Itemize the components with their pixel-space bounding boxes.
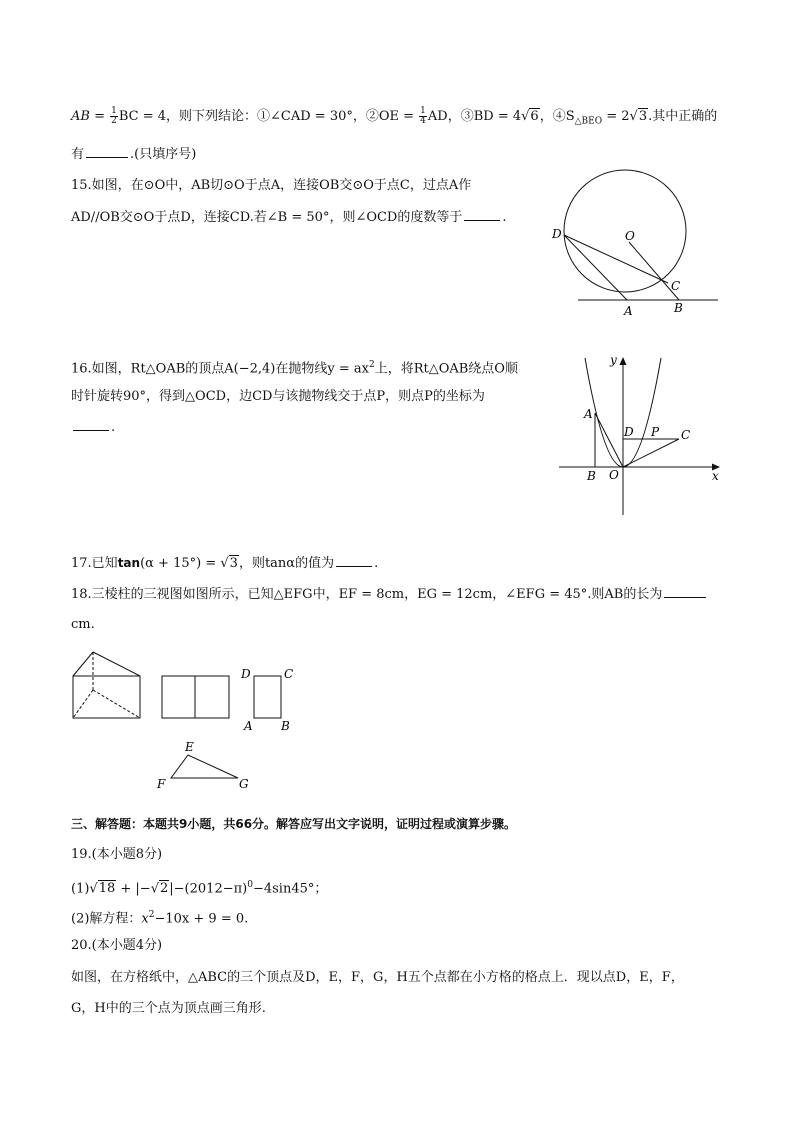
frac-num: 1	[111, 106, 117, 116]
q14-text-e: = 2	[602, 109, 630, 124]
figure-16-parabola	[555, 350, 730, 518]
q17-period: .	[374, 556, 379, 571]
q17-tan: tan	[117, 556, 141, 570]
label-b: B	[281, 719, 290, 733]
q14-line2-b: .(只填序号)	[130, 147, 197, 162]
section-3-heading: 三、解答题：本题共9小题，共66分。解答应写出文字说明，证明过程或演算步骤。	[71, 817, 517, 831]
answer-blank-14[interactable]	[86, 145, 128, 158]
q19-part1: $(1)√18 + |-√2|-(2012-\pi)^0-4\sin 45^\circ$；	[71, 880, 328, 897]
label-p: P	[651, 425, 660, 439]
figure-18-three-views	[68, 648, 308, 796]
q19-p2-x: x	[141, 911, 149, 927]
q19-p1-d: −4sin45°；	[252, 881, 328, 897]
q19-title: 19.(本小题8分)	[71, 847, 163, 862]
label-c: C	[681, 428, 691, 442]
q19-p1-c: |−(2012−π)	[169, 881, 248, 897]
q20-line1: 如图，在方格纸中，△ABC的三个顶点及D，E，F，G，H五个点都在小方格的格点上．现以点D，E，F，	[71, 970, 684, 985]
q19-p1-label: (1)	[71, 881, 90, 897]
front-view-top-left	[73, 652, 93, 676]
q16-line3	[71, 418, 115, 437]
q15-period: .	[502, 210, 507, 225]
label-a: A	[584, 407, 593, 421]
y-axis-arrow	[620, 357, 627, 365]
frac-den: 4	[420, 116, 426, 126]
q14-text-a: AB =	[71, 109, 110, 124]
q14-line1: AB = $\frac{1}{2}$ BC = 4，则下列结论：①∠CAD = 30°，②OE = $\frac{1}{4}$ AD，③BD = 4√6，$④S_{\triangle BEO} = 2√3$.其中正确的	[71, 106, 718, 127]
q15-line2	[71, 208, 507, 227]
answer-blank-18[interactable]	[664, 585, 706, 598]
figure-15-circle	[548, 168, 728, 320]
q16-line2: 时针旋转90°，得到△OCD，边CD与该抛物线交于点P，则点P的坐标为	[71, 389, 485, 404]
front-view-hidden-right	[93, 690, 140, 718]
q16-period: .	[111, 420, 116, 435]
segment-da	[564, 235, 627, 300]
superscript-2: 2	[148, 910, 155, 920]
label-y: y	[610, 353, 617, 367]
fraction-quarter	[419, 107, 427, 126]
label-d: D	[552, 227, 562, 241]
label-b: B	[674, 301, 683, 315]
sqrt-3: 3	[229, 556, 238, 571]
q14-line2	[71, 145, 196, 164]
label-c: C	[284, 667, 294, 681]
superscript-2: 2	[368, 360, 375, 370]
q16-text-a: 16.如图，Rt△OAB的顶点A(−2,4)在抛物线y = ax	[71, 361, 369, 377]
answer-blank-16[interactable]	[73, 418, 109, 431]
subscript-beo: △BEO	[574, 116, 603, 127]
q20-title: 20.(本小题4分)	[71, 938, 163, 953]
q15-line2-text: AD//OB交⊙O于点D，连接CD.若∠B = 50°，则∠OCD的度数等于	[71, 210, 463, 225]
q18-text: 18.三棱柱的三视图如图所示，已知△EFG中，EF = 8cm，EG = 12cm，∠EFG = 45°.则AB的长为	[71, 587, 663, 602]
label-x: x	[712, 469, 719, 483]
q17-text-b: (α + 15°) =	[140, 556, 221, 571]
q17-line: 17.已知tan(α + 15°) = √3，则tanα的值为 .	[71, 556, 379, 571]
q19-part2	[71, 906, 248, 928]
label-e: E	[185, 740, 194, 754]
q14-text-f: .其中正确的	[648, 109, 718, 124]
segment-dc	[564, 235, 668, 283]
frac-num: 1	[420, 106, 426, 116]
label-f: F	[157, 777, 166, 791]
top-view-rect-abcd	[254, 676, 281, 718]
label-a: A	[244, 719, 253, 733]
fraction-half	[110, 107, 118, 126]
q19-p2-label: (2)解方程：	[71, 911, 142, 927]
q15-line1: 15.如图，在⊙O中，AB切⊙O于点A，连接OB交⊙O于点C，过点A作	[71, 178, 472, 193]
frac-den: 2	[111, 116, 117, 126]
label-d: D	[241, 667, 251, 681]
q17-text-a: 17.已知	[71, 556, 118, 571]
label-a: A	[624, 304, 633, 318]
q17-text-c: ，则tanα的值为	[238, 556, 335, 571]
q20-line2: G，H中的三个点为顶点画三角形.	[71, 1001, 266, 1016]
q19-p1-b: + |−	[116, 881, 151, 897]
superscript-0: 0	[247, 880, 253, 890]
label-g: G	[239, 777, 249, 791]
sqrt-3: 3	[638, 109, 648, 124]
label-o: O	[625, 229, 635, 243]
triangle-efg	[171, 755, 238, 778]
label-c: C	[671, 279, 681, 293]
front-view-top-right	[93, 652, 140, 676]
sqrt-6: 6	[530, 109, 539, 124]
q16-text-b: 上，将Rt△OAB绕点O顺	[374, 361, 518, 377]
front-view-hidden-left	[73, 690, 93, 718]
sqrt-18: 18	[98, 881, 116, 897]
q19-p2-rest: −10x + 9 = 0.	[154, 911, 249, 927]
sqrt-2: 2	[160, 881, 169, 897]
answer-blank-15[interactable]	[464, 208, 500, 221]
q14-text-c: AD，③BD = 4	[427, 109, 522, 124]
q18-line2: cm.	[71, 617, 95, 632]
segment-oc	[623, 439, 679, 467]
q14-text-d: ，④S	[539, 109, 575, 124]
q14-line2-a: 有	[71, 147, 85, 162]
label-o: O	[609, 468, 619, 482]
segment-ao	[595, 413, 623, 467]
label-d: D	[624, 425, 634, 439]
answer-blank-17[interactable]	[336, 554, 372, 567]
label-b: B	[587, 469, 596, 483]
q16-line1	[71, 356, 518, 378]
q18-line1	[71, 585, 708, 604]
q14-text-b: BC = 4，则下列结论：①∠CAD = 30°，②OE =	[118, 109, 419, 124]
